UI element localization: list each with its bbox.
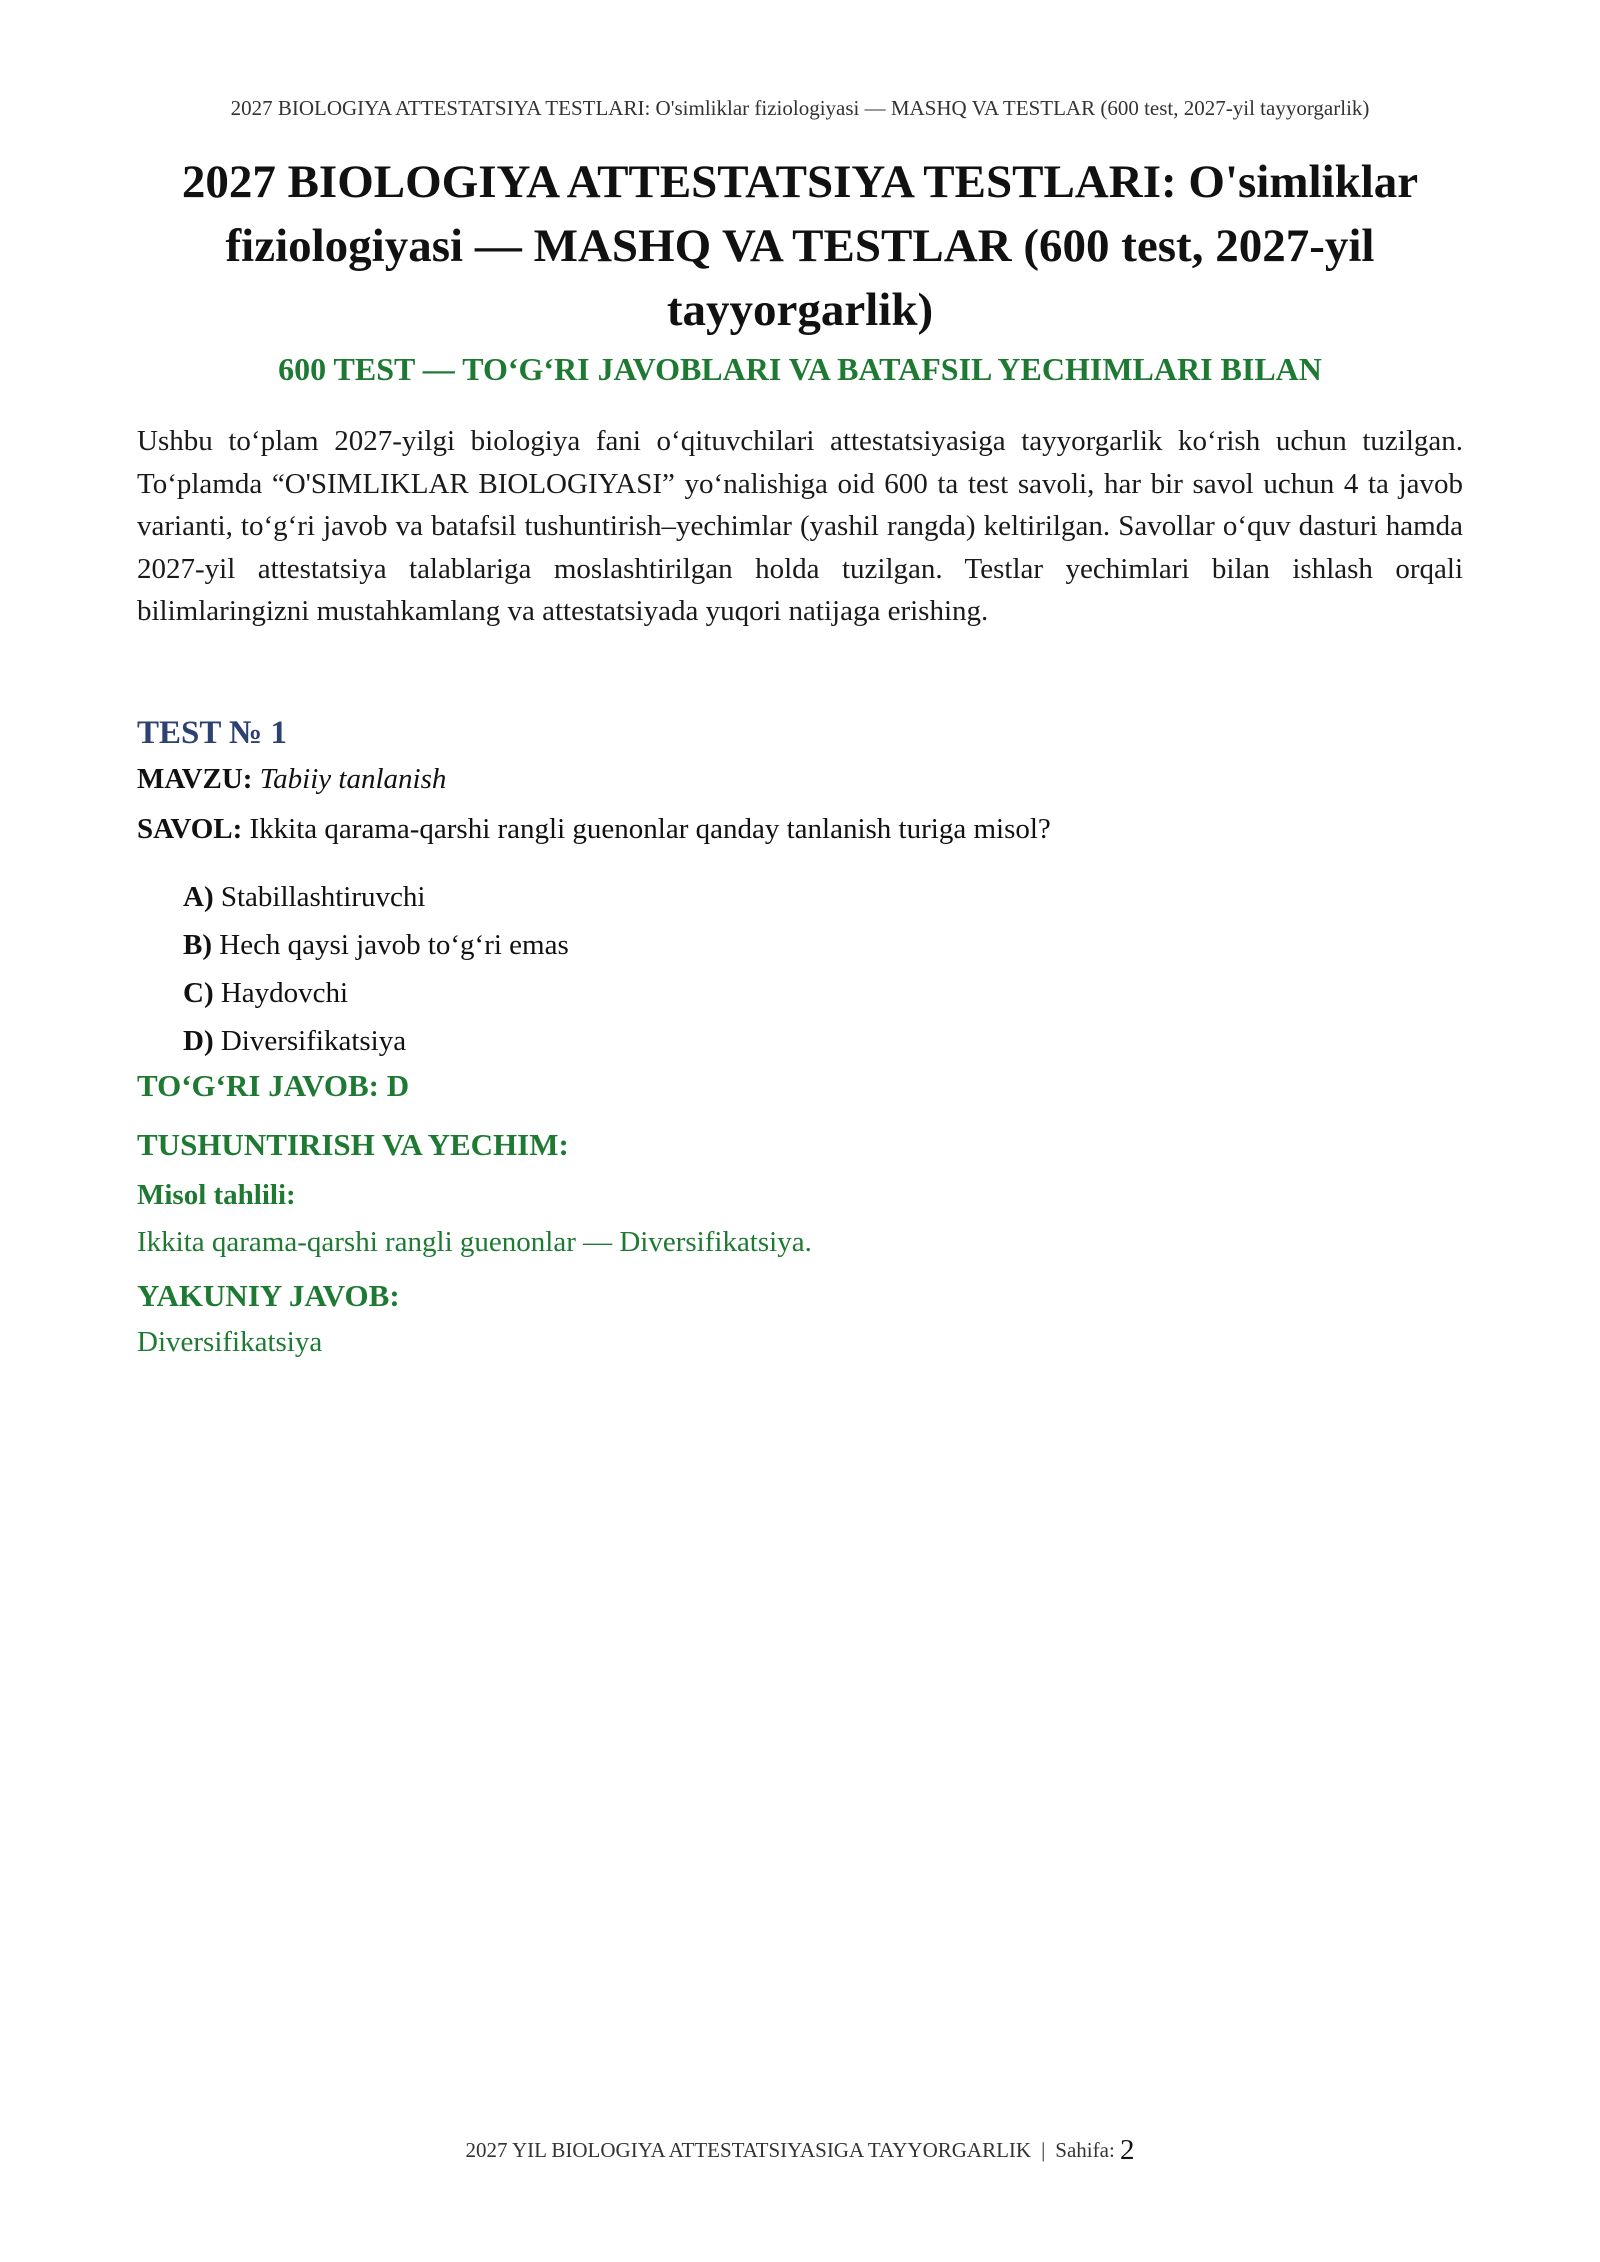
running-header: 2027 BIOLOGIYA ATTESTATSIYA TESTLARI: O'simliklar fiziologiyasi — MASHQ VA TESTLAR (600 test, 2027-yil tayyorgarlik) bbox=[230, 96, 1370, 120]
topic-label: MAVZU: bbox=[137, 763, 253, 795]
page-number: 2 bbox=[1120, 2134, 1135, 2166]
option-letter: C) bbox=[183, 977, 214, 1009]
page-footer bbox=[0, 2134, 1600, 2166]
option-letter: A) bbox=[183, 881, 214, 913]
explanation-heading: TUSHUNTIRISH VA YECHIM: bbox=[137, 1127, 569, 1162]
final-answer-heading: YAKUNIY JAVOB: bbox=[137, 1278, 400, 1313]
correct-answer: TO‘G‘RI JAVOB: D bbox=[137, 1068, 410, 1103]
option-b bbox=[183, 921, 569, 969]
topic-value: Tabiiy tanlanish bbox=[259, 763, 447, 795]
topic-line bbox=[137, 760, 446, 798]
option-letter: D) bbox=[183, 1025, 214, 1057]
footer-separator: | bbox=[1041, 2138, 1046, 2162]
analysis-text: Ikkita qarama-qarshi rangli guenonlar — Diversifikatsiya. bbox=[137, 1226, 812, 1258]
answer-options bbox=[183, 873, 569, 1065]
final-answer: Diversifikatsiya bbox=[137, 1326, 323, 1358]
option-text: Stabillashtiruvchi bbox=[220, 881, 426, 913]
question-text: Ikkita qarama-qarshi rangli guenonlar qanday tanlanish turiga misol? bbox=[249, 813, 1051, 845]
option-a bbox=[183, 873, 569, 921]
document-subtitle: 600 TEST — TO‘G‘RI JAVOBLARI VA BATAFSIL YECHIMLARI BILAN bbox=[278, 351, 1322, 387]
option-c bbox=[183, 969, 569, 1017]
intro-paragraph: Ushbu to‘plam 2027-yilgi biologiya fani o‘qituvchilari attestatsiyasiga tayyorgarlik ko‘rish uchun tuzilgan. To‘plamda “O'SIMLIKLAR BIOLOGIYASI” yo‘nalishiga oid 600 ta test savoli, har bir savol uchun 4 ta javob varianti, to‘g‘ri javob va batafsil tushuntirish–yechimlar (yashil rangda) keltirilgan. Savollar o‘quv dasturi hamda 2027-yil attestatsiya talablariga moslashtirilgan holda tuzilgan. Testlar yechimlari bilan ishlash orqali bilimlaringizni mustahkamlang va attestatsiyada yuqori natijaga erishing. bbox=[137, 425, 1463, 627]
option-text: Diversifikatsiya bbox=[220, 1025, 407, 1057]
option-text: Haydovchi bbox=[220, 977, 349, 1009]
question-line bbox=[137, 810, 1051, 848]
test-heading: TEST № 1 bbox=[137, 715, 287, 751]
option-letter: B) bbox=[183, 929, 212, 961]
page-label: Sahifa: bbox=[1055, 2138, 1115, 2162]
footer-text: 2027 YIL BIOLOGIYA ATTESTATSIYASIGA TAYYORGARLIK bbox=[465, 2138, 1032, 2162]
option-d bbox=[183, 1017, 569, 1065]
analysis-heading: Misol tahlili: bbox=[137, 1179, 296, 1211]
question-label: SAVOL: bbox=[137, 813, 243, 845]
document-title: 2027 BIOLOGIYA ATTESTATSIYA TESTLARI: O'simliklar fiziologiyasi — MASHQ VA TESTLAR (600 test, 2027-yil tayyorgarlik) bbox=[181, 156, 1419, 336]
option-text: Hech qaysi javob to‘g‘ri emas bbox=[219, 929, 569, 961]
